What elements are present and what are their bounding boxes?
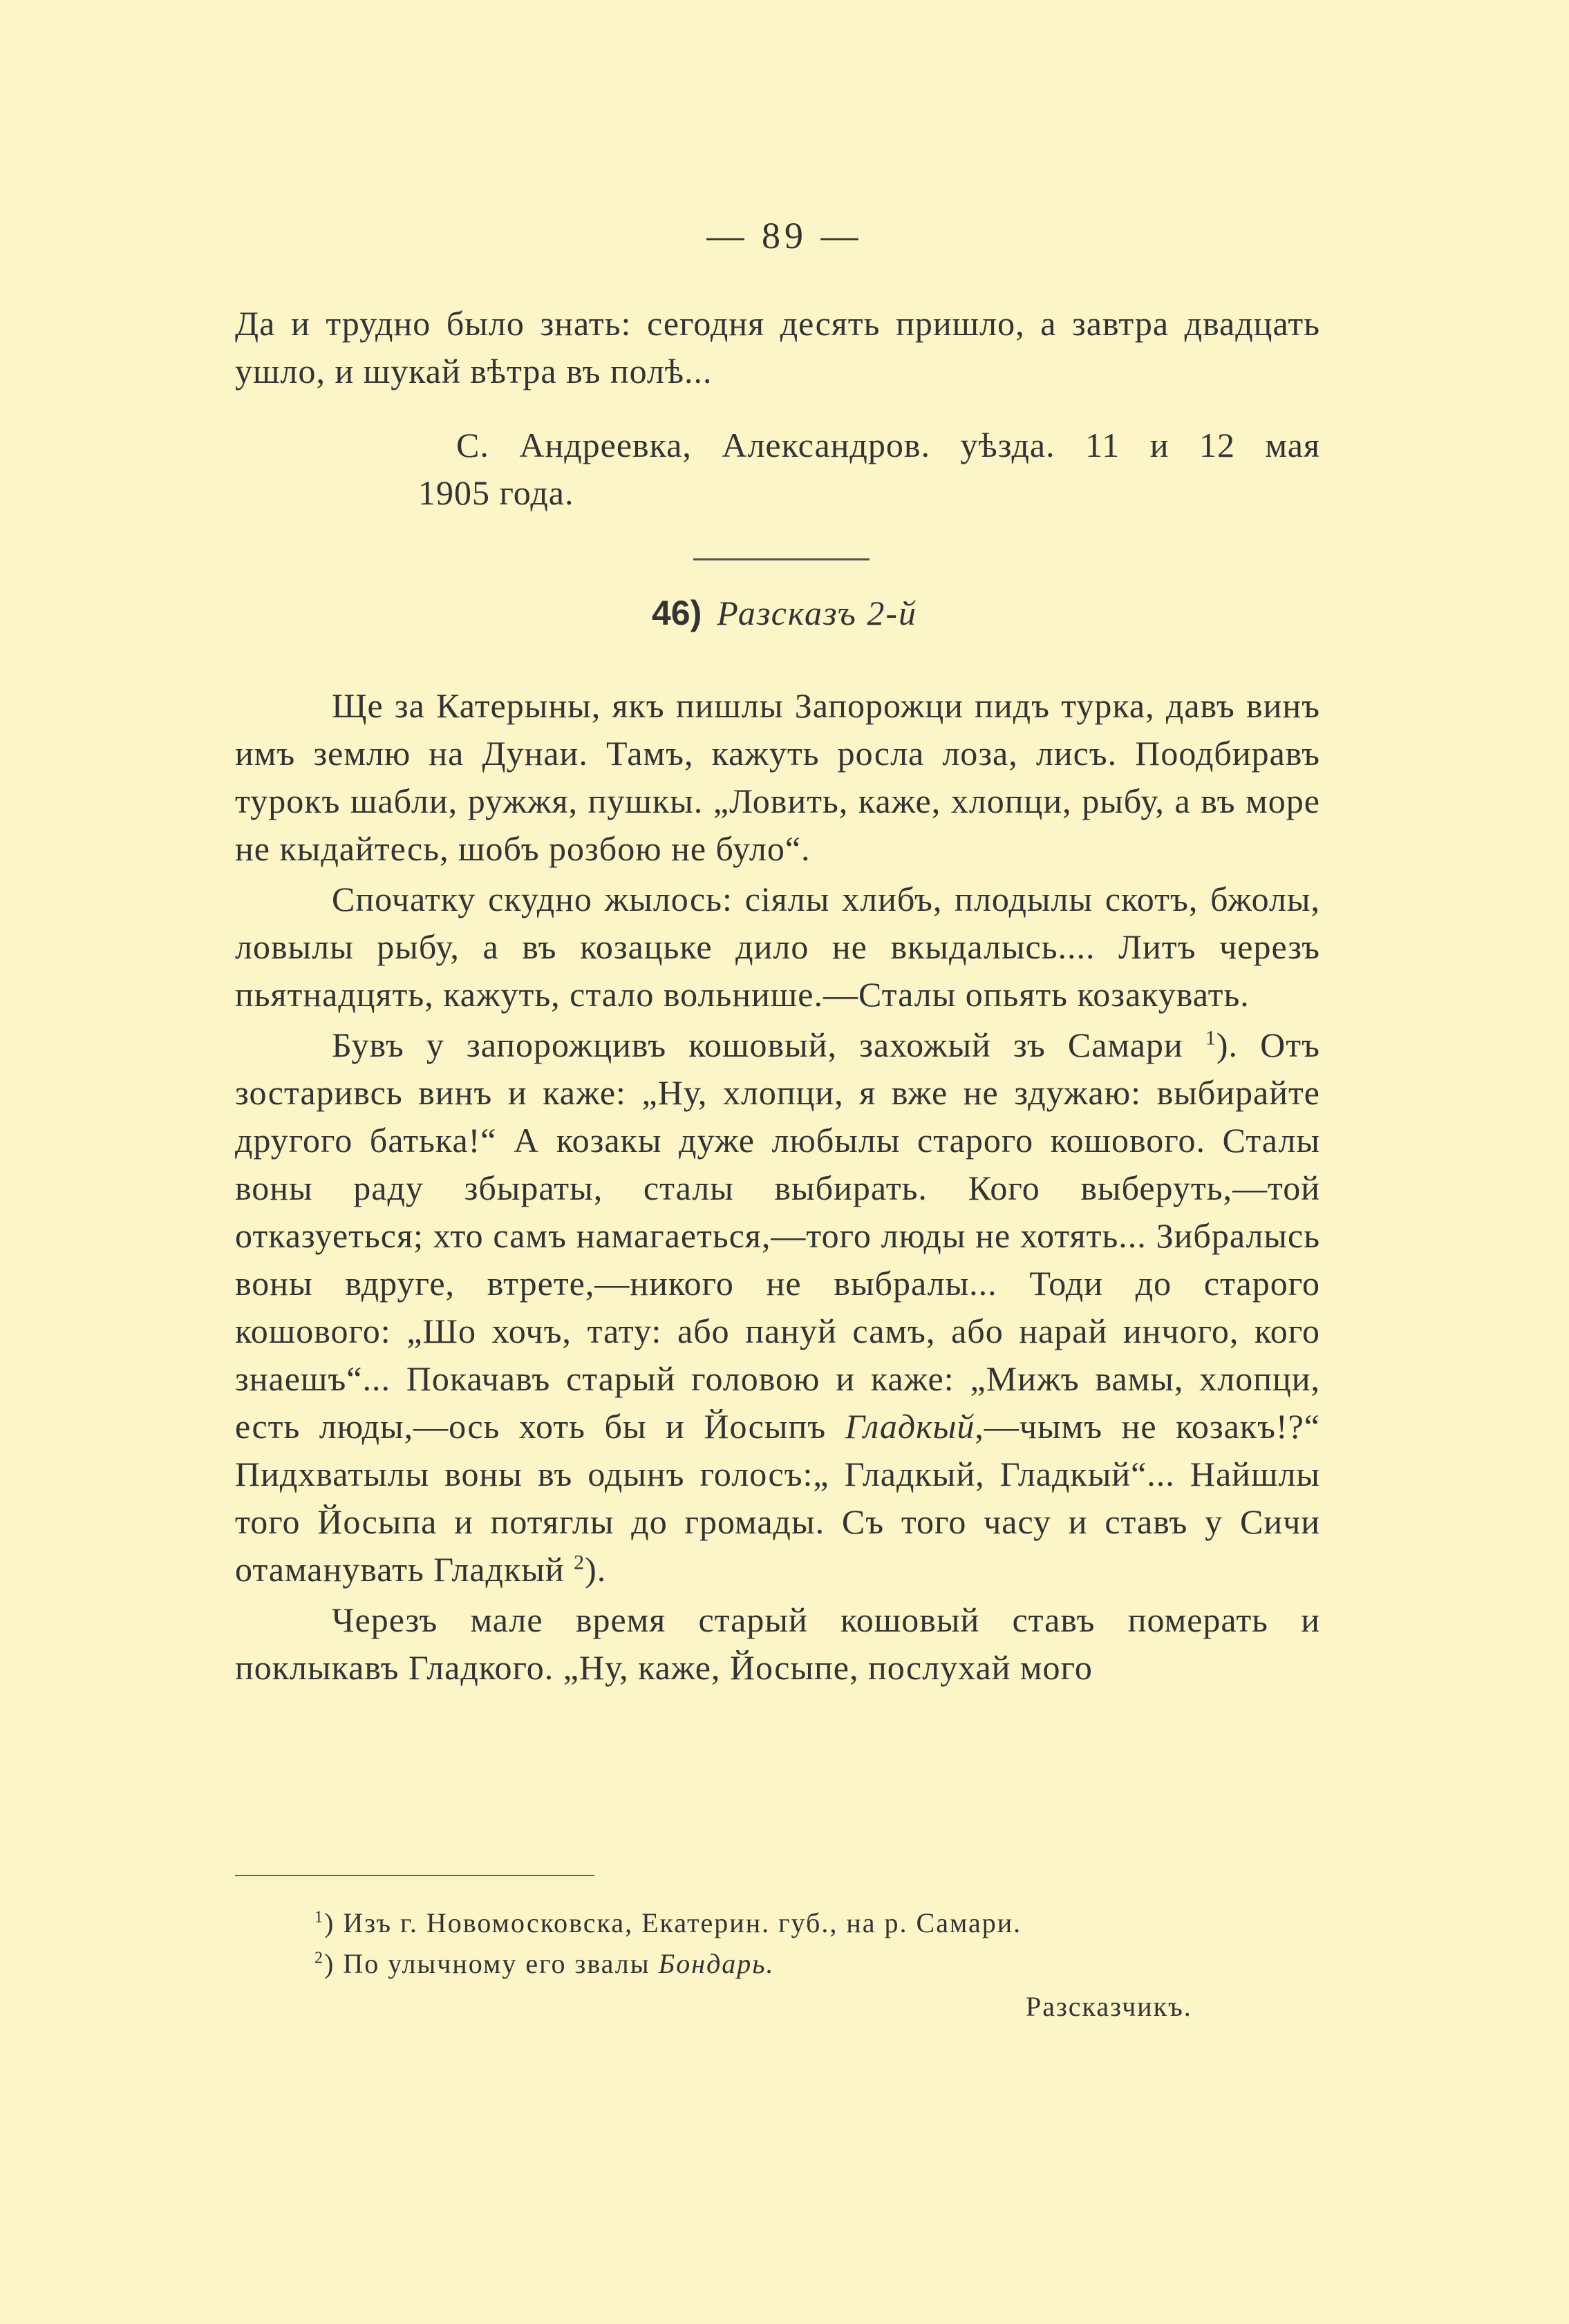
heading-title: Разсказъ 2-й [717,594,918,632]
narrator-signature: Разсказчикъ. [1026,1991,1192,2022]
opening-paragraph [235,300,1320,395]
heading-number: 46) [651,594,702,632]
opening-paragraph-text: Да и трудно было знать: сегодня десять пришло, а завтра двадцать ушло, и шукай вѣтра въ полѣ... [235,304,1320,390]
paragraph-4: Черезъ мале время старый кошовый ставъ померать и поклыкавъ Гладкого. „Ну, каже, Йосыпе, послухай мого [235,1600,1320,1687]
footnotes [314,1902,1282,1984]
signature-line-2: 1905 года. [418,473,574,512]
footnote-1-text: ) Изъ г. Новомосковска, Екатерин. губ., на р. Самари. [324,1907,1022,1938]
paragraph-3-part-a: Бувъ у запорожцивъ кошовый, захожый зъ Самари [332,1026,1183,1064]
footnote-2 [314,1943,1282,1984]
page-number: — 89 — [706,215,863,256]
footnote-ref-2: 2 [574,1551,585,1574]
paragraph-3-part-d: ). [585,1550,607,1589]
story-body [235,682,1320,1692]
footnote-2-mark: 2 [314,1949,324,1967]
paragraph-3-part-b: . Отъ зостаривсь винъ и каже: „Ну, хлопци, я вже не здужаю: выбирайте другого батька!“ А козакы дуже любылы старого кошового. Сталы воны раду збыраты, сталы выбирать. Кого выберуть,—той отказуеться; хто самъ намагаеться,—того люды не хотять... Зибралысь воны вдруге, втрете,—никого не выбралы... Тоди до старого кошового: „Шо хочъ, тату: або пануй самъ, або нарай инчого, кого знаешъ“... Покачавъ старый головою и каже: „Мижъ вамы, хлопци, есть люды,—ось хоть бы и Йосыпъ [235,1026,1320,1446]
paragraph-1: Ще за Катерыны, якъ пишлы Запорожци пидъ турка, давъ винъ имъ землю на Дунаи. Тамъ, кажуть росла лоза, лисъ. Поодбиравъ турокъ шабли, ружжя, пушкы. „Ловить, каже, хлопци, рыбу, а въ море не кыдайтесь, шобъ розбою не було“. [235,686,1320,868]
footnote-1-mark: 1 [314,1908,324,1927]
footnote-2-text: ) По улычному его звалы [324,1948,650,1979]
signature-line-1: С. Андреевка, Александров. уѣзда. 11 и 12 мая [456,426,1320,464]
footnote-2-italic: Бондарь. [658,1948,775,1979]
section-heading [0,593,1569,633]
footnote-1 [314,1902,1282,1943]
location-date-signature [235,422,1320,517]
footnote-rule [235,1875,594,1876]
paragraph-3-italic-name: Гладкый [845,1407,975,1446]
paragraph-3: Бувъ у запорожцивъ кошовый, захожый зъ Самари $^1$). Отъ зостаривсь винъ и каже: „Ну, хлопци, я вже не здужаю: выбирайте другого батька!“ А козакы дуже любылы старого кошового. Сталы воны раду збыраты, сталы выбирать. Кого выберуть,—той отказуеться; хто самъ намагаеться,—того люды не хотять... Зибралысь воны вдруге, втрете,—никого не выбралы... Тоди до старого кошового: „Шо хочъ, тату: або пануй самъ, або нарай инчого, кого знаешъ“... Покачавъ старый головою и каже: „Мижъ вамы, хлопци, есть люды,—ось хоть бы и Йосыпъ Гладкый,—чымъ не козакъ!?“ Пидхватылы воны въ одынъ голосъ:„ Гладкый, Гладкый“... Найшлы того Йосыпа и потяглы до громады. Съ того часу и ставъ у Сичи отаманувать Гладкый $^2$). [235,1026,1320,1589]
paragraph-3-part-c: ,—чымъ не козакъ!?“ Пидхватылы воны въ одынъ голосъ:„ Гладкый, Гладкый“... Найшлы того Йосыпа и потяглы до громады. Съ того часу и ставъ у Сичи отаманувать Гладкый [235,1407,1320,1589]
footnote-ref-1: 1 [1205,1026,1216,1050]
section-separator [693,558,870,560]
paragraph-2: Спочатку скудно жылось: сіялы хлибъ, плодылы скотъ, бжолы, ловылы рыбу, а въ козацьке дило не вкыдалысь.... Литъ черезъ пьятнадцять, кажуть, стало вольнише.—Сталы опьять козакувать. [235,880,1320,1014]
